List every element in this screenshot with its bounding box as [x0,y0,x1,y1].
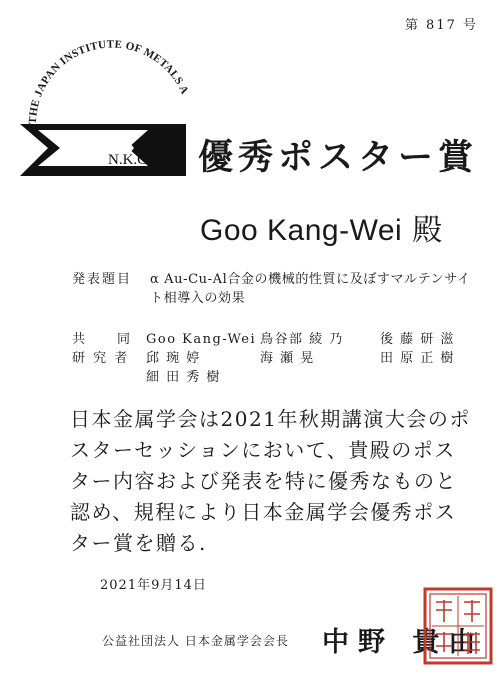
presenter-title: 公益社団法人 日本金属学会会長 [102,634,289,648]
co-authors [72,330,492,387]
award-title: 優秀ポスター賞 [198,137,479,178]
svg-text:THE JAPAN INSTITUTE OF METALS [8,6,190,124]
paper-label: 発表題目 [72,272,133,287]
recipient-name: Goo Kang-Wei [200,214,403,247]
author: Goo Kang-Wei [146,332,257,347]
author: 細 田 秀 樹 [146,370,221,385]
authors-row-1 [72,330,492,349]
authors-label-2: 研 究 者 [72,351,130,366]
authors-row-2 [72,349,492,368]
award-date: 2021年9月14日 [100,578,207,593]
author: 後 藤 研 滋 [380,332,455,347]
authors-label-1: 共 同 [72,332,133,347]
author: 田 原 正 樹 [380,351,455,366]
recipient-honorific: 殿 [412,213,443,248]
citation-text: 日本金属学会は2021年秋期講演大会のポスターセッションにおいて、貴殿のポスター内容および発表を特に優秀なものと認め、規程により日本金属学会優秀ポスター賞を贈る. [70,407,471,555]
author: 海 瀬 晃 [260,351,315,366]
recipient [200,205,443,249]
logo-mark-text: N.K.G. [108,152,152,168]
paper-title: α Au-Cu-Al合金の機械的性質に及ぼすマルテンサイト相導入の効果 [150,272,471,306]
official-seal [422,586,494,666]
authors-row-3 [72,368,492,387]
paper-section [72,270,482,308]
president-name: 中野 貴由 [322,627,485,658]
certificate-number: 第 817 号 [404,18,478,33]
author: 邱 琬 婷 [146,351,201,366]
logo-arc-text: THE JAPAN INSTITUTE OF METALS A [26,38,190,125]
author: 鳥谷部 綾 乃 [260,332,344,347]
institute-logo [8,6,190,176]
